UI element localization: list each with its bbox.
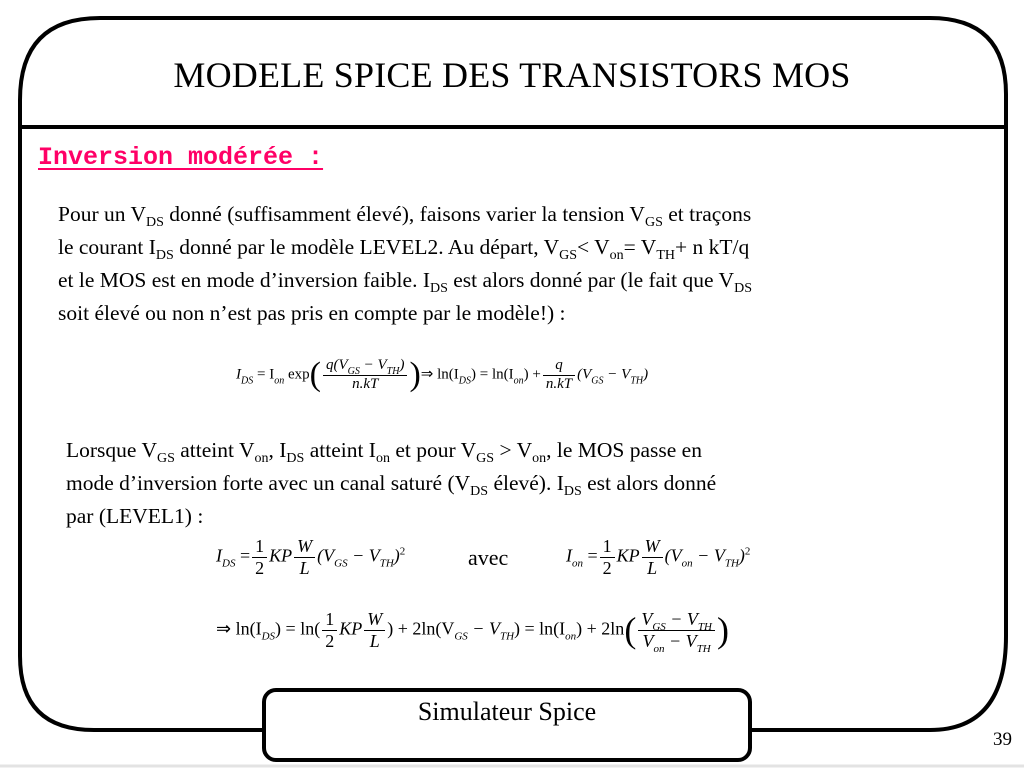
text-run: Pour un V	[58, 202, 147, 226]
subscript: on	[513, 375, 524, 387]
text-run: mode d’inversion forte avec un canal saturé (V	[66, 471, 471, 495]
text-run: est alors donné par (le fait que V	[447, 268, 735, 292]
paren-open: (	[624, 610, 637, 651]
subscript: DS	[241, 375, 254, 387]
text-run: + n kT/q	[674, 235, 750, 259]
paragraph-line	[58, 198, 988, 231]
subscript: DS	[429, 281, 448, 296]
eq-symbol: KP	[269, 545, 293, 566]
frac-numerator: W	[294, 536, 315, 558]
subscript: GS	[156, 451, 175, 466]
subscript: TH	[724, 557, 739, 570]
eq-fraction	[543, 357, 575, 393]
subscript: DS	[734, 281, 752, 296]
subscript: TH	[499, 630, 515, 643]
text-run: le courant I	[58, 235, 156, 259]
subscript: on	[254, 451, 269, 466]
subscript: TH	[696, 642, 711, 655]
eq-symbol: V	[641, 609, 653, 629]
eq-symbol: =	[583, 545, 598, 566]
subscript: TH	[386, 366, 400, 378]
eq-symbol: − V	[347, 545, 380, 566]
implies-symbol: ⇒	[216, 618, 232, 639]
frac-numerator: 1	[252, 536, 267, 558]
page-number: 39	[993, 729, 1012, 750]
eq-function: ) = ln(I	[471, 366, 514, 383]
subscript: DS	[146, 215, 164, 230]
subscript: DS	[222, 557, 236, 570]
eq-symbol: )	[738, 545, 745, 566]
subscript: TH	[697, 621, 712, 633]
text-run: et le MOS est en mode d’inversion faible. I	[58, 268, 430, 292]
subscript: DS	[470, 484, 489, 499]
text-run: Lorsque V	[66, 438, 157, 462]
frac-numerator	[323, 357, 408, 378]
subscript: on	[609, 248, 624, 263]
equation-ion	[566, 536, 750, 578]
footer-label: Simulateur Spice	[417, 697, 597, 726]
text-run: atteint I	[304, 438, 376, 462]
frac-denominator	[638, 630, 715, 655]
eq-symbol: I	[216, 545, 222, 566]
eq-fraction	[638, 609, 715, 655]
paren-open: (	[309, 356, 321, 393]
implies-symbol: ⇒	[420, 366, 434, 383]
frac-denominator: n.kT	[545, 375, 573, 392]
frac-numerator: 1	[600, 536, 615, 558]
subscript: on	[532, 451, 547, 466]
subscript: DS	[286, 451, 305, 466]
eq-symbol: I	[236, 366, 241, 383]
eq-symbol: − V	[467, 618, 500, 639]
eq-symbol: ) +	[523, 366, 541, 383]
text-run: donné (suffisamment élevé), faisons varier la tension V	[163, 202, 645, 226]
subscript: on	[653, 642, 665, 655]
eq-function: ) + 2ln(V	[387, 618, 455, 639]
equation-weak-inversion	[236, 356, 648, 394]
subscript: GS	[559, 248, 578, 263]
text-run: élevé). I	[488, 471, 564, 495]
subscript: GS	[334, 557, 348, 570]
slide-title: MODELE SPICE DES TRANSISTORS MOS	[173, 55, 851, 95]
eq-function: ) + 2ln	[576, 618, 625, 639]
frac-denominator: L	[299, 557, 310, 578]
eq-symbol: I	[566, 545, 572, 566]
text-run: et traçons	[662, 202, 752, 226]
subscript: GS	[347, 366, 360, 378]
eq-symbol: (V	[664, 545, 682, 566]
eq-symbol: KP	[339, 618, 363, 639]
subscript: on	[572, 557, 583, 570]
text-run: est alors donné	[581, 471, 717, 495]
subscript: on	[565, 630, 577, 643]
paragraph-line: soit élevé ou non n’est pas pris en compte par le modèle!) :	[58, 301, 566, 325]
eq-fraction	[294, 536, 315, 578]
subscript: GS	[476, 451, 495, 466]
subscript: TH	[379, 557, 394, 570]
eq-symbol: − V	[603, 366, 631, 383]
subscript: GS	[652, 621, 666, 633]
subscript: TH	[656, 248, 675, 263]
section-heading: Inversion modérée :	[38, 143, 324, 172]
avec-label: avec	[468, 545, 509, 570]
text-run: et pour V	[389, 438, 477, 462]
paragraph-line	[66, 467, 996, 500]
frac-denominator: 2	[602, 557, 612, 578]
eq-function: ln(I	[231, 618, 262, 639]
paragraph-weak-inversion	[58, 198, 988, 330]
frac-numerator: W	[642, 536, 663, 558]
frac-denominator: 2	[325, 630, 335, 651]
subscript: on	[375, 451, 390, 466]
eq-symbol: )	[399, 357, 405, 374]
eq-symbol: q(V	[325, 357, 348, 374]
paragraph-line: par (LEVEL1) :	[66, 504, 204, 528]
eq-fraction	[600, 536, 615, 578]
eq-symbol: (V	[577, 366, 592, 383]
paren-close: )	[409, 356, 421, 393]
subscript: DS	[458, 375, 472, 387]
subscript: on	[681, 557, 693, 570]
text-run: donné par le modèle LEVEL2. Au départ, V	[173, 235, 560, 259]
frac-denominator: L	[369, 630, 380, 651]
eq-symbol: − V	[359, 357, 387, 374]
eq-symbol: = I	[253, 366, 275, 383]
eq-symbol: − V	[664, 630, 697, 651]
paragraph-line	[58, 231, 988, 264]
text-run: , le MOS passe en	[546, 438, 702, 462]
eq-symbol: (V	[317, 545, 335, 566]
subscript: GS	[644, 215, 663, 230]
frac-numerator	[638, 609, 715, 631]
eq-symbol: V	[642, 630, 654, 651]
frac-numerator: W	[364, 609, 385, 631]
eq-symbol: =	[235, 545, 251, 566]
frac-numerator: 1	[322, 609, 337, 631]
frac-denominator: n.kT	[352, 375, 379, 392]
subscript: DS	[261, 630, 276, 643]
paren-close: )	[716, 610, 729, 651]
eq-fraction	[642, 536, 663, 578]
eq-function: exp	[284, 366, 310, 383]
eq-symbol: − V	[692, 545, 725, 566]
eq-symbol: − V	[665, 609, 698, 629]
equation-ids-level1	[216, 536, 405, 578]
frac-numerator: q	[543, 357, 575, 375]
eq-symbol: )	[643, 366, 649, 383]
frac-denominator: 2	[255, 557, 265, 578]
text-run: , I	[268, 438, 287, 462]
paragraph-line	[66, 434, 996, 467]
frac-denominator: L	[647, 557, 658, 578]
eq-symbol: )	[393, 545, 400, 566]
text-run: atteint V	[174, 438, 255, 462]
paragraph-line	[58, 264, 988, 297]
superscript: 2	[399, 545, 406, 558]
eq-function: ) = ln(	[275, 618, 321, 639]
eq-function: ) = ln(I	[514, 618, 566, 639]
text-run: = V	[623, 235, 657, 259]
text-run: > V	[494, 438, 533, 462]
subscript: GS	[591, 375, 604, 387]
subscript: DS	[155, 248, 174, 263]
superscript: 2	[744, 545, 751, 558]
eq-fraction	[322, 609, 337, 651]
subscript: TH	[630, 375, 644, 387]
eq-function: ln(I	[433, 366, 459, 383]
subscript: GS	[454, 630, 468, 643]
eq-fraction	[364, 609, 385, 651]
equation-ln-ids	[216, 609, 729, 655]
eq-symbol: KP	[616, 545, 640, 566]
eq-fraction	[323, 357, 408, 393]
eq-fraction	[252, 536, 267, 578]
subscript: on	[274, 375, 285, 387]
paragraph-strong-inversion	[66, 434, 996, 533]
subscript: DS	[563, 484, 582, 499]
text-run: < V	[577, 235, 610, 259]
